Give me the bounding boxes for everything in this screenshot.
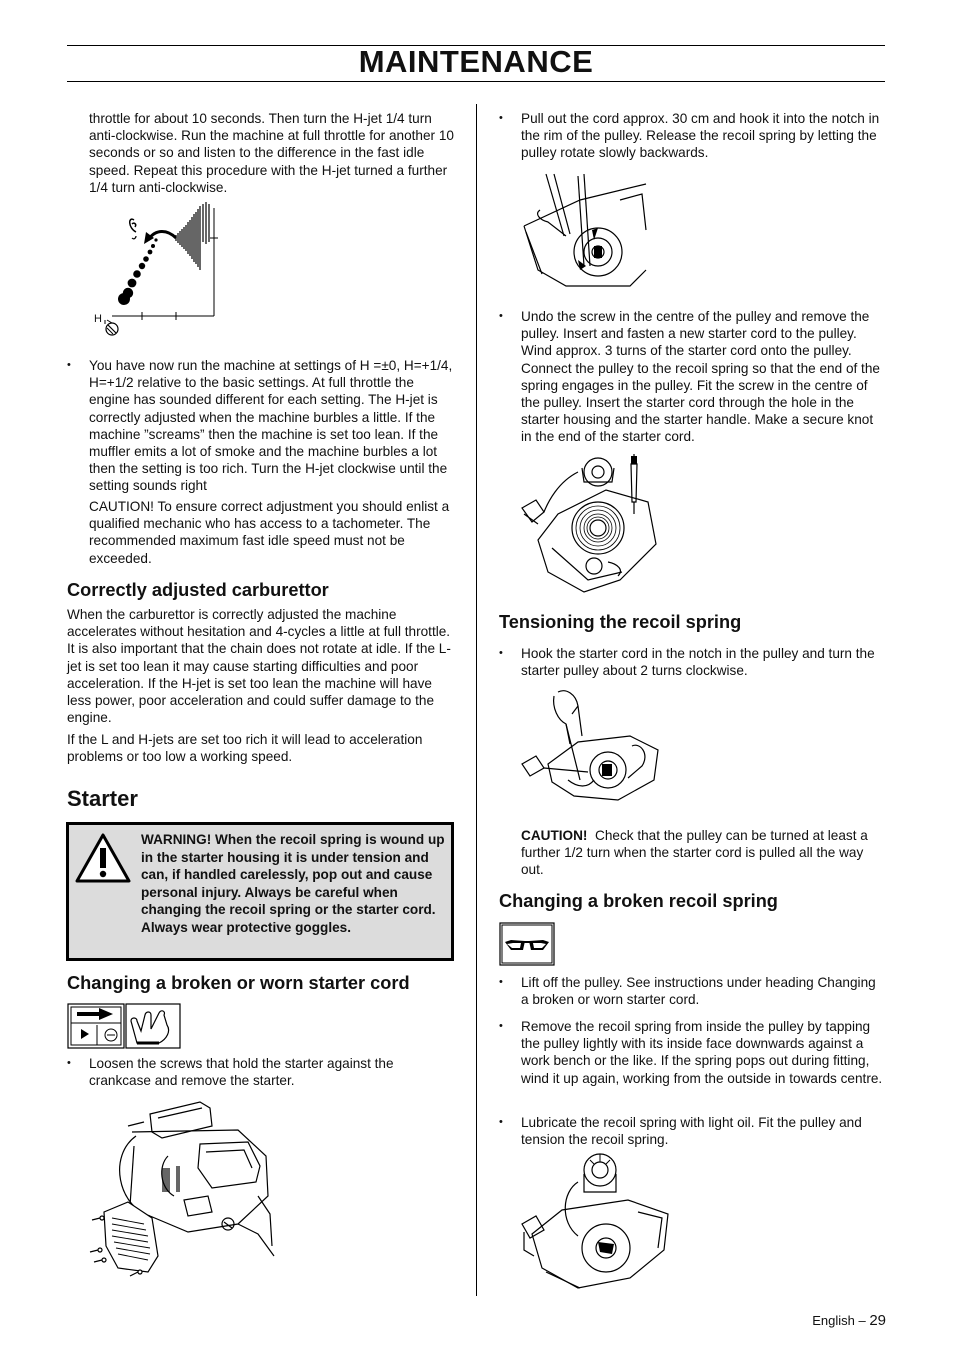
bullet-pull-cord: [499, 110, 885, 162]
caution-pulley-turn: [521, 827, 885, 879]
h-jet-label: H: [94, 313, 102, 325]
heading-changing-recoil-spring: Changing a broken recoil spring: [499, 891, 778, 911]
bullet-undo-screw-text: Undo the screw in the centre of the pulley and remove the pulley. Insert and fasten a new starter cord to the pulley. Wind approx. 3 turns of the starter cord onto the pulley. Connect the pulley to the recoil spring so that the end of the spring engages in the pulley. Fit the screw in the centre of the pulley. Insert the starter cord through the hole in the starter housing and the starter handle. Make a secure knot in the end of the starter cord.: [521, 309, 880, 445]
bullet-lubricate-text: Lubricate the recoil spring with light oil. Fit the pulley and tension the recoil spring.: [521, 1115, 862, 1148]
intro-text: throttle for about 10 seconds. Then turn the H-jet 1/4 turn anti-clockwise. Run the machine at full throttle for another 10 seconds or so and listen to the difference in the fast idle speed. Repeat this procedure with the H-jet turned a further 1/4 turn anti-clockwise.: [89, 111, 454, 195]
footer-dash: –: [858, 1313, 866, 1328]
bullet-dot: •: [499, 976, 503, 988]
page-footer: [812, 1312, 886, 1329]
page-number: 29: [869, 1312, 886, 1329]
manual-and-gloves-icon: [67, 1003, 181, 1049]
bullet-lift-pulley-text: Lift off the pulley. See instructions under heading Changing a broken or worn starter cord.: [521, 975, 876, 1008]
starter-housing-screwdriver-figure: [518, 452, 658, 594]
heading-tensioning: Tensioning the recoil spring: [499, 612, 742, 632]
caution-label: CAUTION!: [521, 828, 588, 843]
tension-spring-hands-figure: [518, 684, 660, 804]
bullet-loosen-text: Loosen the screws that hold the starter against the crankcase and remove the starter.: [89, 1056, 394, 1089]
pulley-refit-figure: [518, 1152, 672, 1292]
hjet-sound-figure: [90, 198, 230, 338]
bullet-undo-screw: [499, 308, 885, 446]
footer-language: English: [812, 1313, 855, 1328]
bullet-pull-cord-text: Pull out the cord approx. 30 cm and hook it into the notch in the rim of the pulley. Release the recoil spring by letting the pulley rotate slowly backwards.: [521, 111, 880, 161]
bullet-remove-spring: [499, 1018, 885, 1087]
page-title: MAINTENANCE: [358, 44, 594, 79]
pulley-notch-figure: [520, 170, 650, 290]
bullet-settings: [67, 357, 455, 495]
warning-triangle-icon: [75, 833, 131, 883]
bullet-dot: •: [67, 1057, 71, 1069]
caution-pulley-text: Check that the pulley can be turned at least a further 1/2 turn when the starter cord is pulled all the way out.: [521, 828, 868, 878]
header-rule-bottom: [67, 81, 885, 82]
warning-text: WARNING! When the recoil spring is wound up in the starter housing it is under tension and can, if handled carelessly, pop out and cause personal injury. Always be careful when changing the recoil spring or the starter cord. Always wear protective goggles.: [141, 832, 445, 935]
carb-paragraph-2: [67, 731, 455, 765]
carb-paragraph-2-text: If the L and H-jets are set too rich it will lead to acceleration problems or too low a working speed.: [67, 732, 423, 765]
intro-paragraph: [89, 110, 455, 196]
carb-paragraph-1: [67, 606, 455, 726]
bullet-dot: •: [499, 112, 503, 124]
bullet-dot: •: [499, 1116, 503, 1128]
protective-goggles-icon: [499, 922, 555, 966]
bullet-hook-cord: [499, 645, 885, 679]
carb-paragraph-1-text: When the carburettor is correctly adjusted the machine accelerates without hesitation and 4-cycles a little at full throttle. It is also important that the chain does not rotate at idle. If the L-jet is set too lean it may cause starting difficulties and poor acceleration. If the H-jet is set too lean the machine will have less power, poor acceleration and could suffer damage to the engine.: [67, 607, 451, 726]
bullet-lubricate: [499, 1114, 885, 1148]
bullet-dot: •: [499, 1020, 503, 1032]
bullet-hook-cord-text: Hook the starter cord in the notch in the pulley and turn the starter pulley about 2 turns clockwise.: [521, 646, 875, 679]
bullet-lift-pulley: [499, 974, 885, 1008]
bullet-dot: •: [499, 310, 503, 322]
heading-correct-carburettor: Correctly adjusted carburettor: [67, 580, 329, 600]
caution-tachometer-text: CAUTION! To ensure correct adjustment you should enlist a qualified mechanic who has access to a tachometer. The recommended maximum fast idle speed must not be exceeded.: [89, 499, 450, 566]
caution-tachometer: [89, 498, 455, 567]
heading-changing-starter-cord: Changing a broken or worn starter cord: [67, 973, 410, 993]
bullet-dot: •: [499, 647, 503, 659]
bullet-settings-text: You have now run the machine at settings of H =±0, H=+1/4, H=+1/2 relative to the basic settings. At full throttle the engine has sounded different for each setting. The H-jet is correctly adjusted when the machine burbles a little. If the machine ”screams” then the machine is set too lean. If the muffler emits a lot of smoke and the machine burbles a lot then the setting is too rich. Turn the H-jet clockwise until the setting sounds right: [89, 358, 453, 494]
bullet-loosen-screws: [67, 1055, 455, 1089]
warning-box: [66, 822, 454, 961]
bullet-dot: •: [67, 359, 71, 371]
bullet-remove-spring-text: Remove the recoil spring from inside the pulley by tapping the pulley lightly with its inside face downwards against a work bench or the like. If the spring pops out during fitting, wind it up again, working from the outside in towards centre.: [521, 1019, 883, 1086]
heading-starter: Starter: [67, 786, 138, 811]
column-divider: [476, 104, 477, 1296]
chainsaw-starter-removal-figure: [88, 1096, 278, 1286]
